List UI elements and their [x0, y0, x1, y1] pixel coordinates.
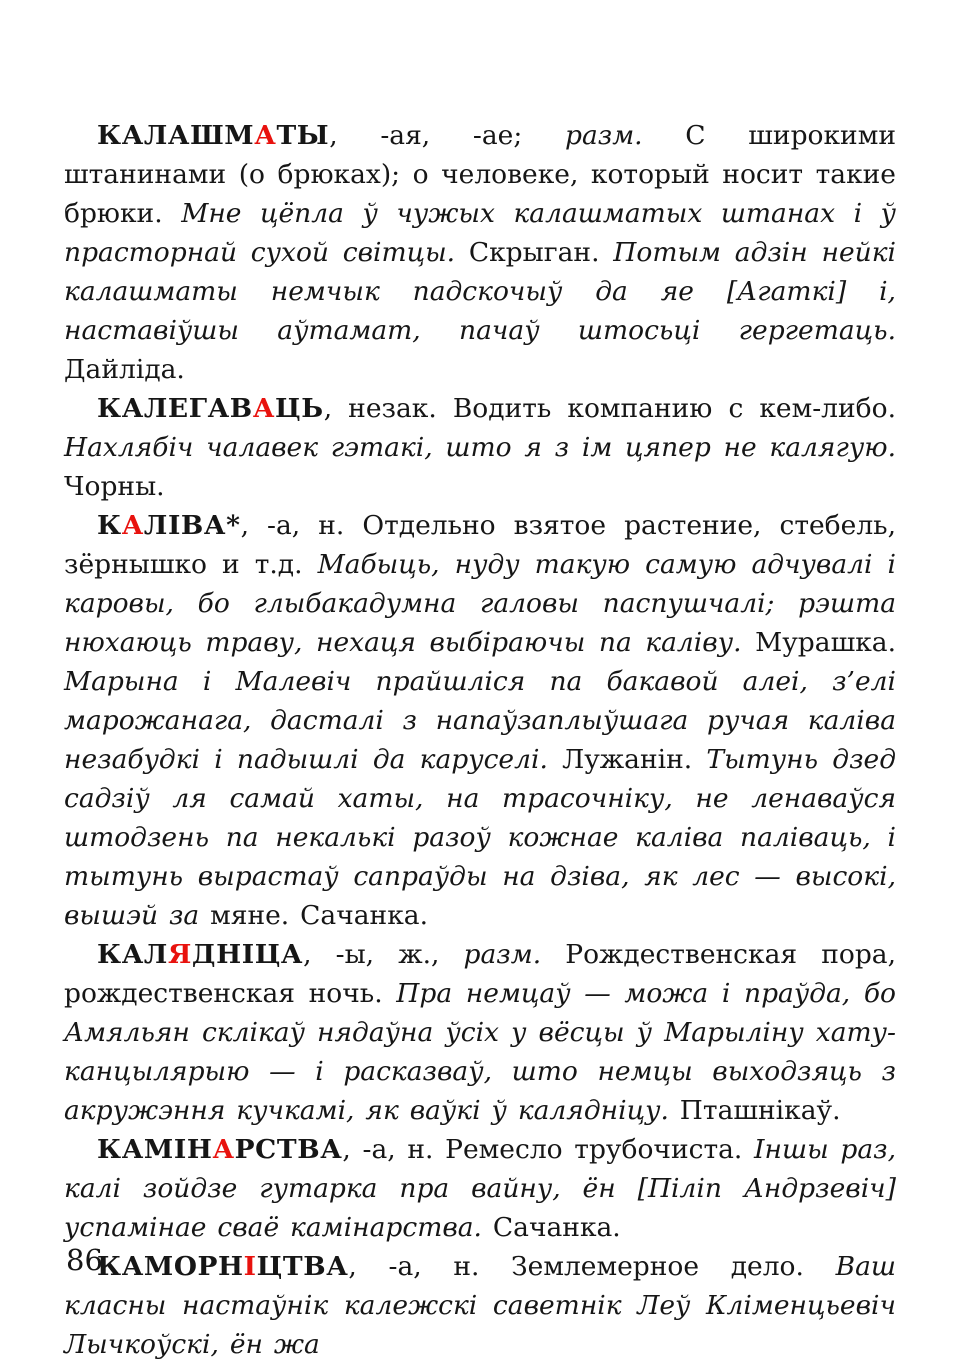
example-text: Ваш класны настаўнік калежскі саветнік Леў Кліменцьевіч Лычкоўскі, ён жа: [64, 1251, 896, 1360]
headword-text: ДНІЦА: [191, 939, 304, 970]
headword-text: ЦЬ: [275, 393, 324, 424]
entry-headword: [97, 1251, 348, 1282]
dictionary-entry: [64, 116, 896, 389]
headword-text: КАМОРН: [97, 1251, 244, 1282]
dictionary-entry: [64, 389, 896, 506]
accent-letter: А: [212, 1134, 235, 1165]
example-text: разм.: [564, 120, 643, 151]
example-text: Тытунь дзед садзіў ля самай хаты, на трасочніку, не ленаваўся штодзень па некалькі разоў кожнае каліва паліваць, і тытунь вырастаў сапраўды на дзіва, як лес — высокі, вышэй за: [64, 744, 896, 931]
example-text: разм.: [463, 939, 542, 970]
definition-text: С широкими штанинами (о брюках); о человеке, который носит такие брюки.: [64, 120, 896, 229]
definition-text: , -а, н. Ремесло трубочиста.: [342, 1134, 755, 1165]
dictionary-entry: [64, 506, 896, 935]
accent-letter: А: [121, 510, 144, 541]
headword-text: ЦТВА: [256, 1251, 349, 1282]
example-text: Пра немцаў — можа і праўда, бо Амяльян склікаў нядаўна ўсіх у вёсцы ў Марыліну хату-канцылярыю — і расказваў, што немцы выходзяць з акружэння кучкамі, як ваўкі ў калядніцу.: [64, 978, 896, 1126]
example-text: Мабыць, нуду такую самую адчувалі і каровы, бо глыбакадумна галовы паспушчалі; рэшта нюхаюць траву, нехаця выбіраючы па каліву.: [64, 549, 896, 658]
headword-text: КАЛЕГАВ: [97, 393, 253, 424]
entry-headword: [97, 1134, 342, 1165]
entry-headword: [97, 393, 324, 424]
entry-headword: [97, 510, 241, 541]
dictionary-entry: [64, 935, 896, 1130]
dictionary-entry: [64, 1243, 896, 1364]
example-text: Іншы раз, калі зойдзе гутарка пра вайну, ён [Піліп Андрзевіч] успамінае сваё камінарства.: [64, 1134, 896, 1243]
definition-text: Пташнікаў.: [668, 1095, 841, 1126]
headword-text: КАМІН: [97, 1134, 213, 1165]
headword-text: РСТВА: [234, 1134, 343, 1165]
example-text: Мне цёпла ў чужых калашматых штанах і ў прасторнай сухой світцы.: [64, 198, 896, 268]
entry-headword: [97, 939, 303, 970]
headword-text: КАЛАШМ: [97, 120, 255, 151]
definition-text: Рождественская пора, рождественская ночь.: [64, 939, 897, 1009]
definition-text: Лужанін.: [547, 744, 707, 775]
definition-text: , -а, н. Землемерное дело.: [348, 1251, 836, 1282]
definition-text: Чорны.: [64, 471, 165, 502]
example-text: Марына і Малевіч прайшліся па бакавой алеі, з’елі марожанага, дасталі з напаўзаплыўшага ручая каліва незабудкі і падышлі да каруселі.: [64, 666, 896, 775]
definition-text: , -а, н. Отдельно взятое растение, стебель, зёрнышко и т.д.: [64, 510, 896, 580]
entry-headword: [97, 120, 329, 151]
accent-letter: А: [254, 120, 277, 151]
page-number: 86: [66, 1243, 103, 1277]
definition-text: Дайліда.: [64, 354, 185, 385]
example-text: Нахлябіч чалавек гэтакі, што я з ім цяпер не калягую.: [64, 432, 896, 463]
headword-text: ЛІВА*: [143, 510, 241, 541]
definition-text: , незак. Водить компанию с кем-либо.: [323, 393, 896, 424]
definition-text: мяне. Сачанка.: [199, 900, 428, 931]
accent-letter: А: [252, 393, 275, 424]
headword-text: КАЛ: [97, 939, 168, 970]
headword-text: К: [97, 510, 122, 541]
definition-text: Мурашка.: [741, 627, 896, 658]
accent-letter: Я: [167, 939, 192, 970]
dictionary-entry: [64, 1130, 896, 1247]
definition-text: , -ы, ж.,: [303, 939, 464, 970]
accent-letter: І: [243, 1251, 257, 1282]
text-block: [64, 116, 896, 1364]
definition-text: Сачанка.: [481, 1212, 621, 1243]
definition-text: , -ая, -ае;: [329, 120, 565, 151]
headword-text: ТЫ: [276, 120, 330, 151]
definition-text: Скрыган.: [455, 237, 614, 268]
example-text: Потым адзін нейкі калашматы немчык падскочыў да яе [Агаткі] і, наставіўшы аўтамат, пачаў штосьці гергетаць.: [64, 237, 896, 346]
